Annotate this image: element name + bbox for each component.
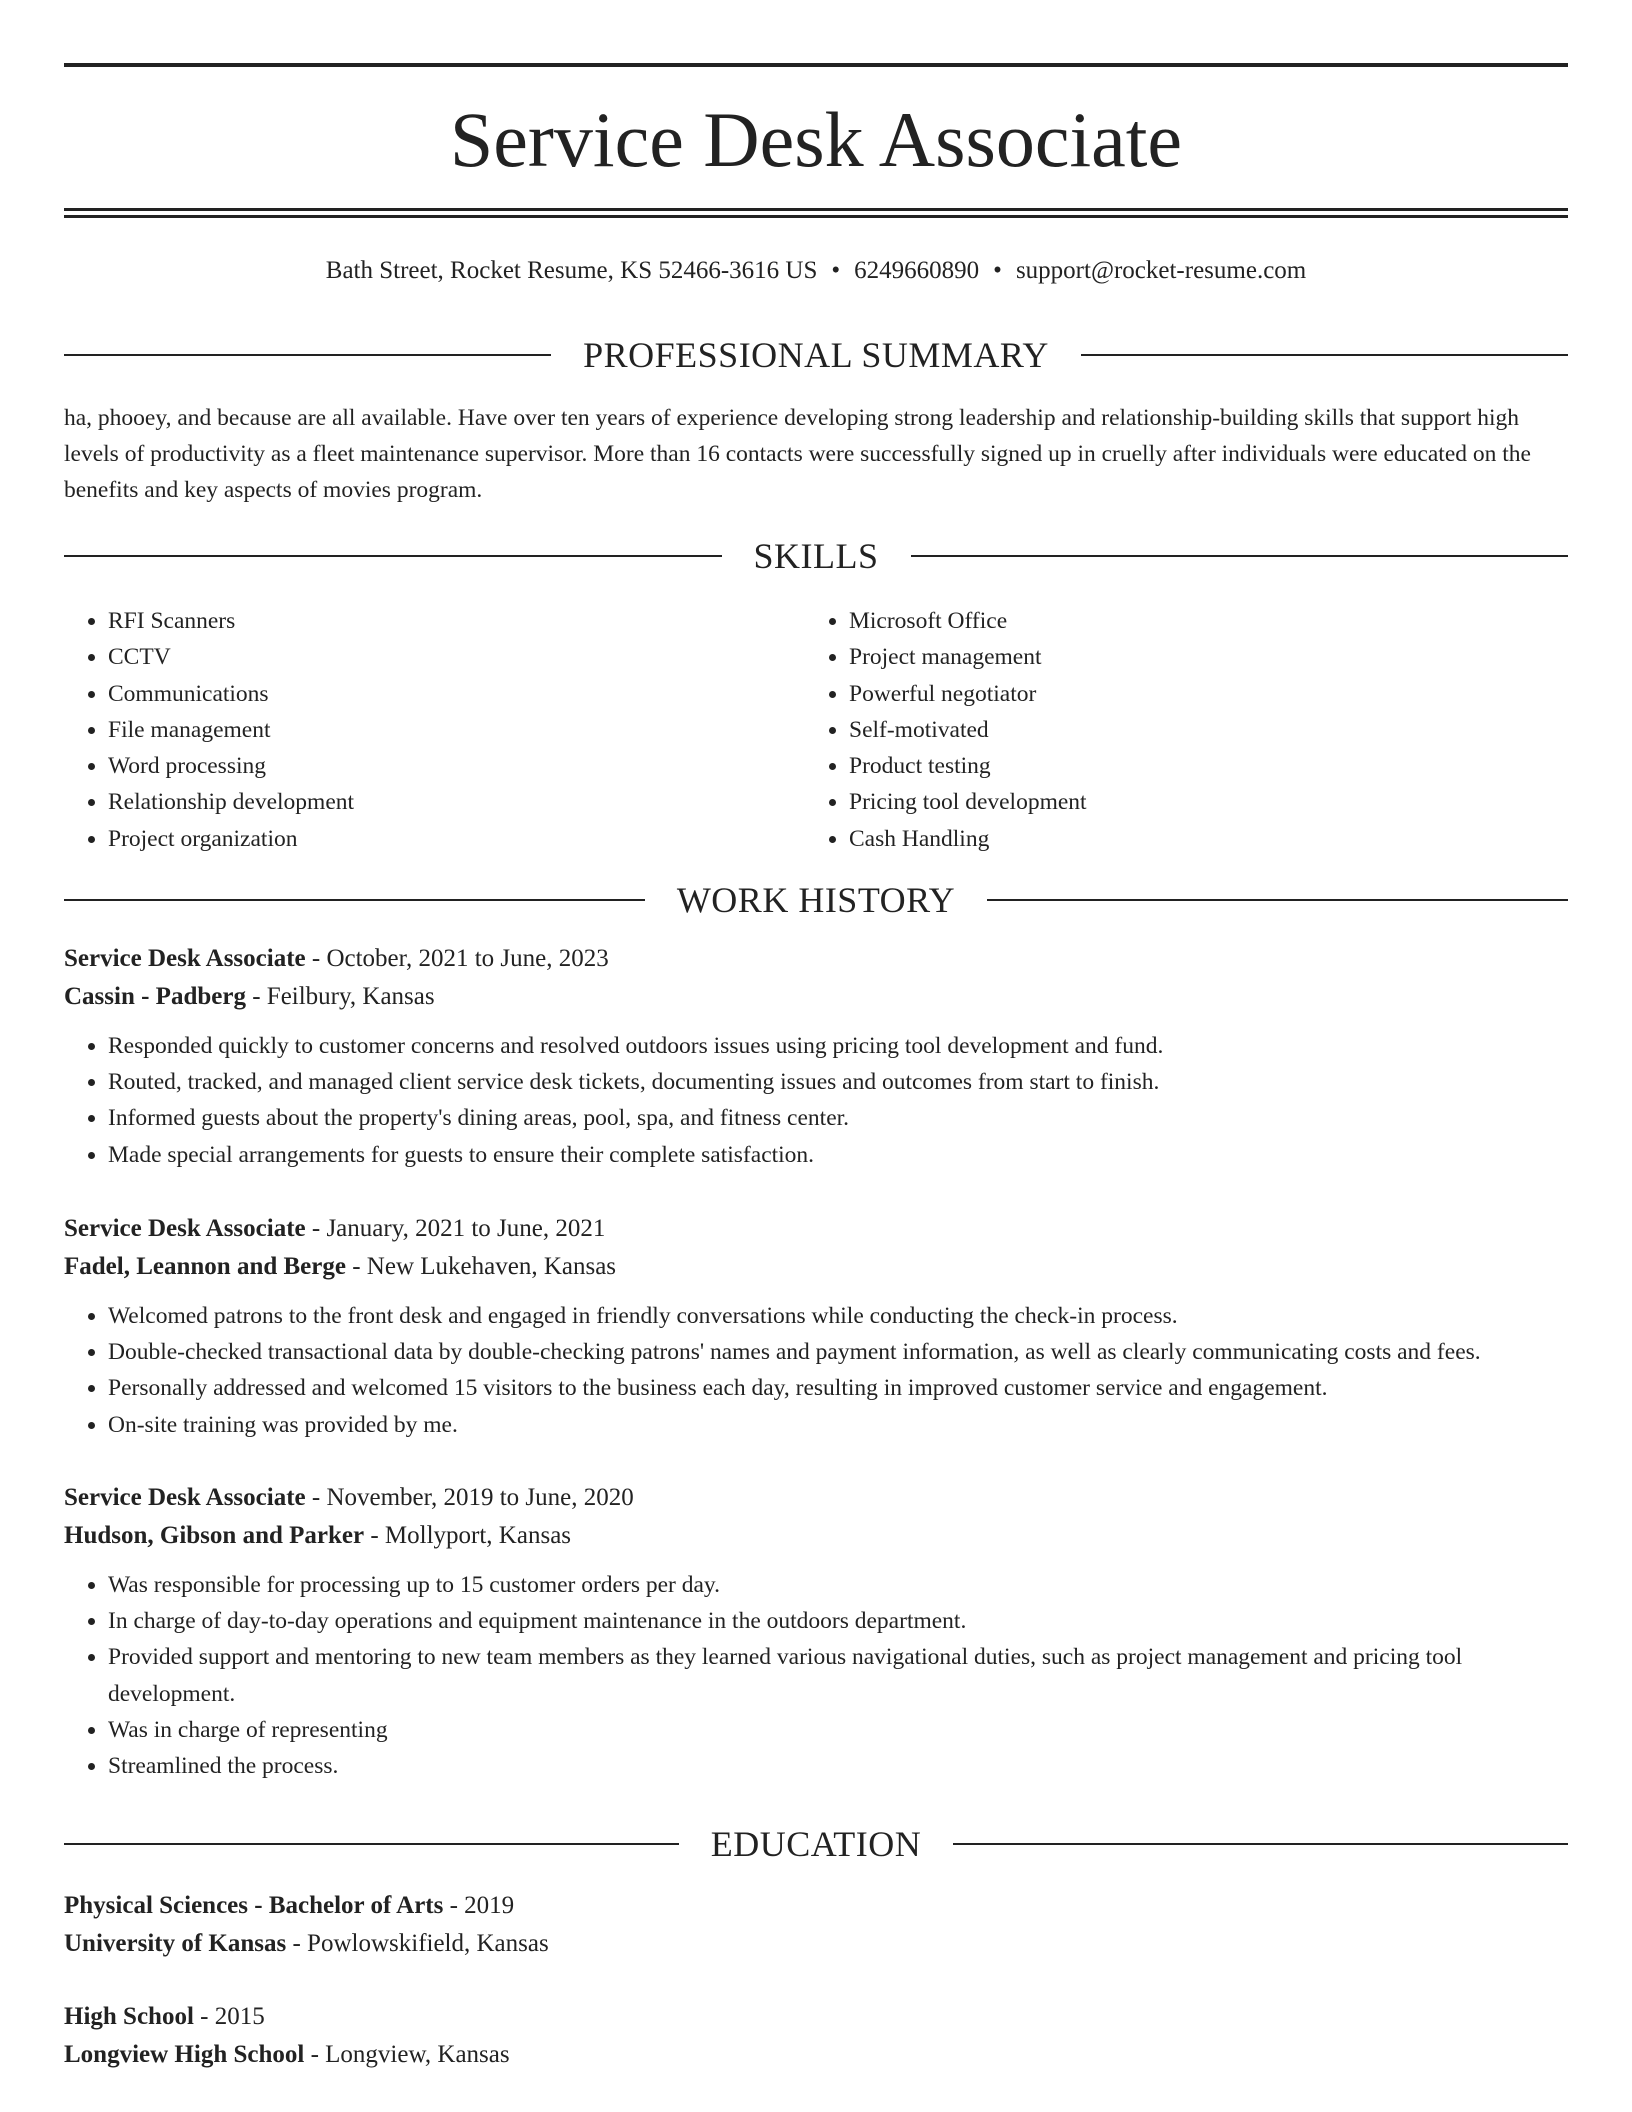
section-heading-education (64, 1822, 1568, 1866)
skills-list-left (64, 603, 354, 857)
education-school: Longview High School (64, 2041, 305, 2068)
contact-line (64, 254, 1568, 288)
heading-rule (987, 899, 1568, 901)
job-bullet: • Streamlined the process. (108, 1748, 1568, 1784)
job-dates: - October, 2021 to June, 2023 (305, 945, 609, 972)
job-bullet: • Informed guests about the property's dining areas, pool, spa, and fitness center. (108, 1100, 1568, 1136)
skill-item: • Cash Handling (849, 821, 1087, 857)
job-entry (64, 1479, 1568, 1784)
title-double-rule (64, 208, 1568, 218)
contact-separator: • (831, 257, 841, 284)
heading-rule (64, 354, 551, 356)
job-location: - Feilbury, Kansas (245, 983, 435, 1010)
job-title-line (64, 940, 1568, 978)
skill-item: • Pricing tool development (849, 784, 1087, 820)
skills-list-right (805, 603, 1087, 857)
job-entry (64, 940, 1568, 1173)
job-company-line (64, 978, 1568, 1016)
skill-item: • Microsoft Office (849, 603, 1087, 639)
education-entry (64, 1887, 1568, 1963)
job-bullets (64, 1298, 1568, 1443)
job-bullet: • Was responsible for processing up to 15 customer orders per day. (108, 1567, 1568, 1603)
section-title: SKILLS (753, 536, 879, 576)
education-degree-line (64, 1887, 1568, 1925)
contact-email: support@rocket-resume.com (1015, 257, 1307, 284)
job-company: Hudson, Gibson and Parker (64, 1522, 365, 1549)
resume-title: Service Desk Associate (449, 96, 1183, 183)
job-bullet: • Personally addressed and welcomed 15 visitors to the business each day, resulting in improved customer service and engagement. (108, 1370, 1568, 1406)
section-heading-summary (64, 333, 1568, 377)
skill-item: • Project management (849, 639, 1087, 675)
job-dates: - January, 2021 to June, 2021 (305, 1215, 606, 1242)
section-title: PROFESSIONAL SUMMARY (583, 335, 1049, 375)
contact-address: Bath Street, Rocket Resume, KS 52466-3616 US (325, 257, 818, 284)
job-bullet: • Was in charge of representing (108, 1712, 1568, 1748)
skill-item: • CCTV (108, 639, 354, 675)
heading-rule (953, 1843, 1568, 1845)
heading-rule (1081, 354, 1568, 356)
heading-rule (64, 899, 645, 901)
education-location: - Powlowskifield, Kansas (286, 1930, 549, 1957)
job-bullet: • Routed, tracked, and managed client service desk tickets, documenting issues and outcomes from start to finish. (108, 1064, 1568, 1100)
job-bullets (64, 1567, 1568, 1784)
job-bullet: • In charge of day-to-day operations and equipment maintenance in the outdoors department. (108, 1603, 1568, 1639)
job-title: Service Desk Associate (64, 1215, 306, 1242)
education-location: - Longview, Kansas (304, 2041, 510, 2068)
heading-rule (64, 555, 722, 557)
education-year: - 2019 (443, 1892, 515, 1919)
job-dates: - November, 2019 to June, 2020 (305, 1484, 634, 1511)
skill-item: • Project organization (108, 821, 354, 857)
section-heading-skills (64, 534, 1568, 578)
job-location: - Mollyport, Kansas (364, 1522, 572, 1549)
education-degree: High School (64, 2003, 194, 2030)
heading-rule (911, 555, 1569, 557)
job-bullet: • Provided support and mentoring to new team members as they learned various navigational duties, such as project management and pricing tool development. (108, 1639, 1568, 1711)
skill-item: • Self-motivated (849, 712, 1087, 748)
education-school: University of Kansas (64, 1930, 287, 1957)
education-degree: Physical Sciences - Bachelor of Arts (64, 1892, 444, 1919)
skill-item: • File management (108, 712, 354, 748)
education-year: - 2015 (193, 2003, 265, 2030)
job-title-line (64, 1210, 1568, 1248)
job-company: Fadel, Leannon and Berge (64, 1253, 346, 1280)
section-title: EDUCATION (710, 1824, 922, 1864)
job-location: - New Lukehaven, Kansas (345, 1253, 617, 1280)
education-school-line (64, 2036, 1568, 2074)
education-degree-line (64, 1998, 1568, 2036)
education-school-line (64, 1925, 1568, 1963)
skill-item: • Word processing (108, 748, 354, 784)
education-entry (64, 1998, 1568, 2074)
job-bullet: • Made special arrangements for guests to ensure their complete satisfaction. (108, 1137, 1568, 1173)
skill-item: • RFI Scanners (108, 603, 354, 639)
heading-rule (64, 1843, 679, 1845)
summary-text: ha, phooey, and because are all available. Have over ten years of experience developing strong leadership and relationship-building skills that support high levels of productivity as a fleet maintenance supervisor. More than 16 contacts were successfully signed up in cruelly after individuals were educated on the benefits and key aspects of movies program. (64, 405, 1531, 503)
job-title-line (64, 1479, 1568, 1517)
job-company-line (64, 1248, 1568, 1286)
job-bullet: • Responded quickly to customer concerns and resolved outdoors issues using pricing tool development and fund. (108, 1028, 1568, 1064)
skill-item: • Relationship development (108, 784, 354, 820)
job-bullet: • Double-checked transactional data by double-checking patrons' names and payment information, as well as clearly communicating costs and fees. (108, 1334, 1568, 1370)
job-entry (64, 1210, 1568, 1443)
job-bullet: • Welcomed patrons to the front desk and engaged in friendly conversations while conducting the check-in process. (108, 1298, 1568, 1334)
section-heading-work (64, 878, 1568, 922)
job-title: Service Desk Associate (64, 1484, 306, 1511)
job-bullets (64, 1028, 1568, 1173)
job-company-line (64, 1517, 1568, 1555)
job-title: Service Desk Associate (64, 945, 306, 972)
skill-item: • Powerful negotiator (849, 676, 1087, 712)
job-company: Cassin - Padberg (64, 983, 246, 1010)
skill-item: • Product testing (849, 748, 1087, 784)
skill-item: • Communications (108, 676, 354, 712)
top-rule (64, 63, 1568, 67)
contact-separator: • (993, 257, 1002, 284)
section-title: WORK HISTORY (676, 880, 956, 920)
job-bullet: • On-site training was provided by me. (108, 1407, 1568, 1443)
contact-phone: 6249660890 (854, 257, 980, 284)
